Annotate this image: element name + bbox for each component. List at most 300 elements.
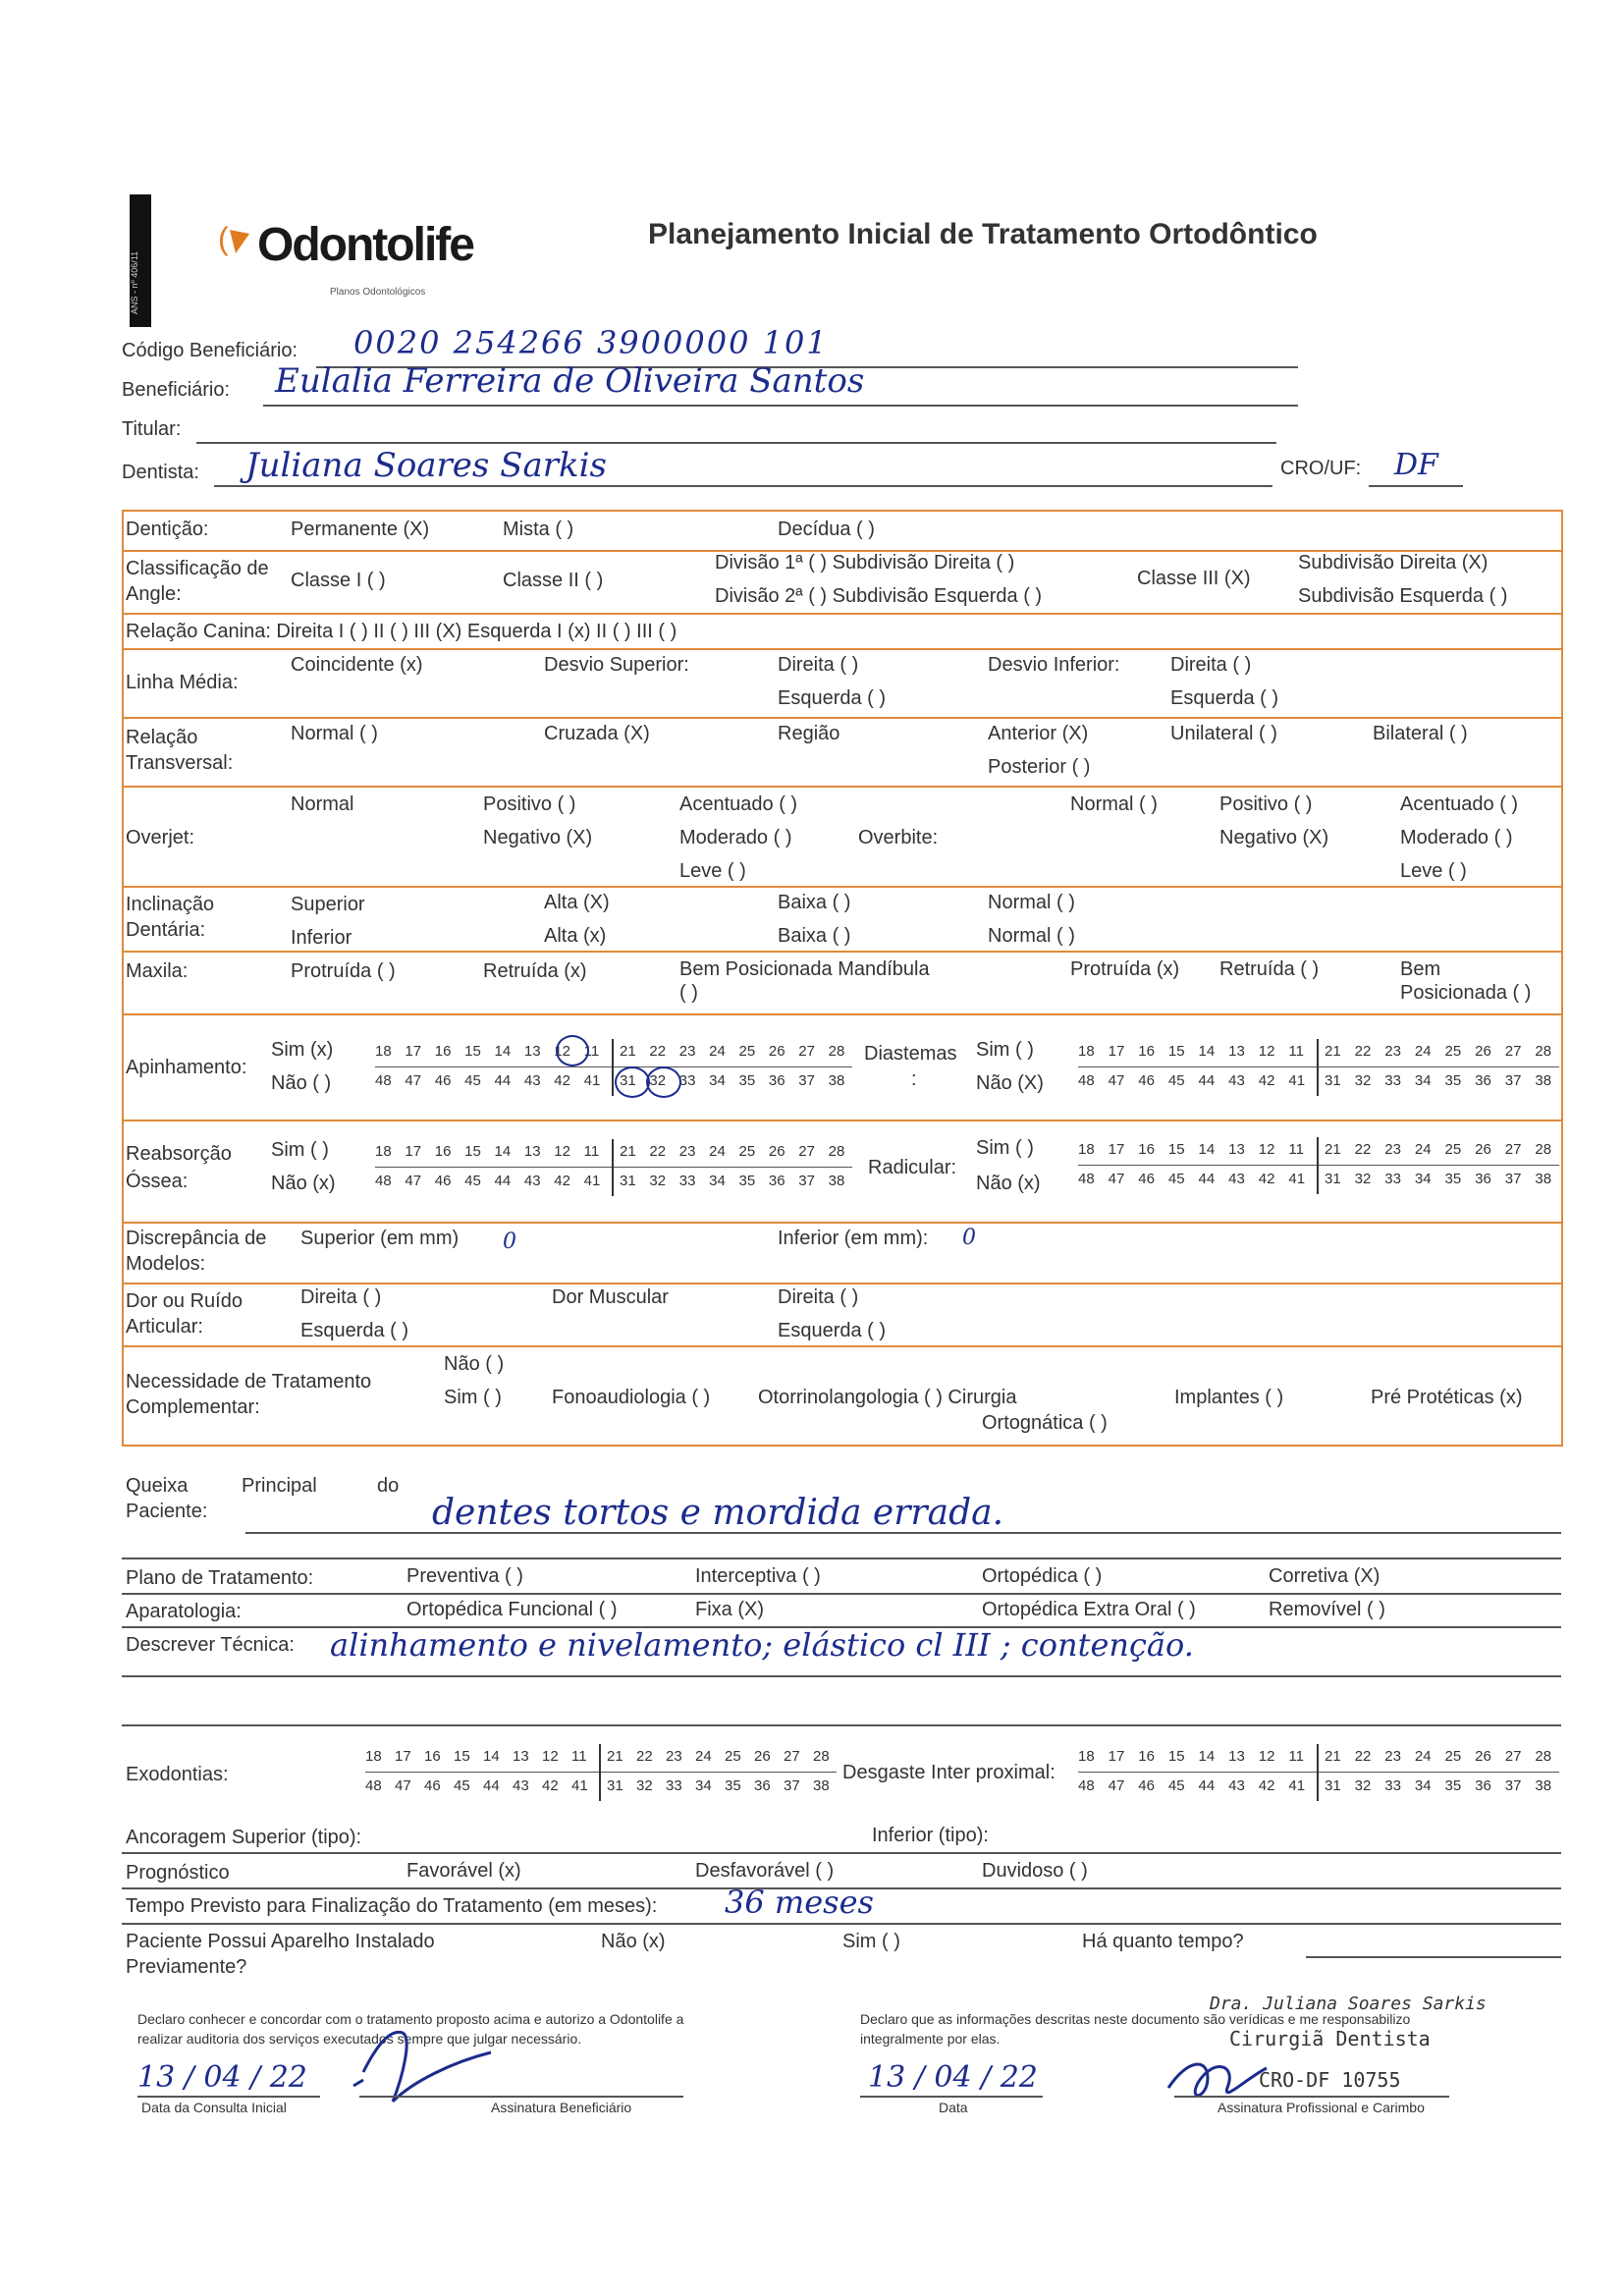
apinhamento-tooth-36[interactable]: 36 <box>768 1072 785 1089</box>
exodontias-tooth-22[interactable]: 22 <box>636 1748 653 1765</box>
exodontias-tooth-43[interactable]: 43 <box>513 1777 529 1794</box>
apinhamento-tooth-42[interactable]: 42 <box>554 1072 570 1089</box>
inc-sup-alta[interactable]: Alta (X) <box>544 892 610 913</box>
apinhamento-tooth-46[interactable]: 46 <box>434 1072 452 1089</box>
plano-preventiva[interactable]: Preventiva ( ) <box>406 1565 523 1587</box>
exodontias-tooth-41[interactable]: 41 <box>571 1777 588 1794</box>
ob-acentuado[interactable]: Acentuado ( ) <box>1400 793 1519 815</box>
lm-coincidente[interactable]: Coincidente (x) <box>291 654 423 676</box>
exodontias-tooth-12[interactable]: 12 <box>542 1748 559 1765</box>
desgaste-tooth-31[interactable]: 31 <box>1325 1777 1341 1794</box>
radicular-tooth-25[interactable]: 25 <box>1444 1141 1462 1158</box>
exodontias-tooth-33[interactable]: 33 <box>666 1777 682 1794</box>
radicular-tooth-21[interactable]: 21 <box>1325 1141 1341 1158</box>
aparatologia-label: Aparatologia: <box>126 1601 242 1622</box>
inc-inf-normal[interactable]: Normal ( ) <box>988 925 1075 947</box>
apinhamento-tooth-18[interactable]: 18 <box>375 1043 392 1060</box>
apinhamento-tooth-28[interactable]: 28 <box>828 1043 845 1060</box>
apinhamento-tooth-47[interactable]: 47 <box>405 1072 422 1089</box>
reabsorcao-tooth-33[interactable]: 33 <box>678 1173 696 1189</box>
date-left[interactable]: 13 / 04 / 22 <box>137 2060 307 2095</box>
reabsorcao-tooth-35[interactable]: 35 <box>738 1173 756 1189</box>
radicular-tooth-43[interactable]: 43 <box>1228 1171 1245 1187</box>
diastemas-tooth-21[interactable]: 21 <box>1325 1043 1341 1060</box>
apinhamento-tooth-38[interactable]: 38 <box>828 1072 845 1089</box>
lm-inf-esq[interactable]: Esquerda ( ) <box>1170 687 1279 709</box>
ob-leve[interactable]: Leve ( ) <box>1400 860 1467 882</box>
reabsorcao-tooth-31[interactable]: 31 <box>620 1173 636 1189</box>
radicular-tooth-37[interactable]: 37 <box>1504 1171 1522 1187</box>
radicular-sim[interactable]: Sim ( ) <box>976 1137 1034 1159</box>
denticao-decidua[interactable]: Decídua ( ) <box>778 519 875 540</box>
apinhamento-tooth-33[interactable]: 33 <box>678 1072 696 1089</box>
maxila-label: Maxila: <box>126 960 189 982</box>
exodontias-tooth-36[interactable]: 36 <box>754 1777 771 1794</box>
desgaste-tooth-25[interactable]: 25 <box>1444 1748 1462 1765</box>
diastemas-tooth-14[interactable]: 14 <box>1198 1043 1216 1060</box>
apinhamento-tooth-48[interactable]: 48 <box>375 1072 392 1089</box>
diastemas-tooth-11[interactable]: 11 <box>1288 1043 1304 1060</box>
diastemas-tooth-34[interactable]: 34 <box>1414 1072 1432 1089</box>
desgaste-tooth-13[interactable]: 13 <box>1228 1748 1245 1765</box>
diastemas-tooth-44[interactable]: 44 <box>1198 1072 1216 1089</box>
diastemas-nao[interactable]: Não (X) <box>976 1072 1044 1094</box>
tr-anterior[interactable]: Anterior (X) <box>988 723 1089 744</box>
ob-positivo[interactable]: Positivo ( ) <box>1219 793 1313 815</box>
apinhamento-tooth-41[interactable]: 41 <box>583 1072 601 1089</box>
reabsorcao-tooth-36[interactable]: 36 <box>768 1173 785 1189</box>
radicular-tooth-47[interactable]: 47 <box>1108 1171 1125 1187</box>
apinhamento-tooth-43[interactable]: 43 <box>523 1072 541 1089</box>
aparelho-sim[interactable]: Sim ( ) <box>842 1931 900 1952</box>
diastemas-tooth-45[interactable]: 45 <box>1167 1072 1185 1089</box>
radicular-tooth-31[interactable]: 31 <box>1325 1171 1341 1187</box>
desgaste-tooth-11[interactable]: 11 <box>1288 1748 1304 1765</box>
apinhamento-tooth-34[interactable]: 34 <box>709 1072 726 1089</box>
necessidade-nao[interactable]: Não ( ) <box>444 1353 505 1375</box>
radicular-nao[interactable]: Não (x) <box>976 1173 1041 1194</box>
angle-sub-esq[interactable]: Subdivisão Esquerda ( ) <box>1298 585 1508 607</box>
reabsorcao-tooth-34[interactable]: 34 <box>709 1173 726 1189</box>
apinhamento-tooth-37[interactable]: 37 <box>798 1072 815 1089</box>
radicular-tooth-13[interactable]: 13 <box>1228 1141 1245 1158</box>
desgaste-tooth-14[interactable]: 14 <box>1198 1748 1216 1765</box>
apinhamento-tooth-27[interactable]: 27 <box>798 1043 815 1060</box>
inclinacao-label-1: Inclinação <box>126 894 215 915</box>
reabsorcao-tooth-17[interactable]: 17 <box>405 1143 422 1160</box>
reabsorcao-tooth-11[interactable]: 11 <box>583 1143 600 1160</box>
diastemas-tooth-15[interactable]: 15 <box>1167 1043 1185 1060</box>
reabsorcao-tooth-25[interactable]: 25 <box>738 1143 756 1160</box>
inc-inferior: Inferior <box>291 927 352 949</box>
reabsorcao-tooth-37[interactable]: 37 <box>798 1173 815 1189</box>
radicular-tooth-36[interactable]: 36 <box>1475 1171 1491 1187</box>
exodontias-tooth-45[interactable]: 45 <box>454 1777 470 1794</box>
maxila-retruida[interactable]: Retruída (x) <box>483 960 587 982</box>
mand-bem-2[interactable]: Posicionada ( ) <box>1400 982 1532 1004</box>
beneficiario-value[interactable]: Eulalia Ferreira de Oliveira Santos <box>275 361 865 401</box>
plano-ortopedica[interactable]: Ortopédica ( ) <box>982 1565 1103 1587</box>
tr-posterior[interactable]: Posterior ( ) <box>988 756 1091 778</box>
radicular-tooth-35[interactable]: 35 <box>1444 1171 1462 1187</box>
exodontias-tooth-31[interactable]: 31 <box>607 1777 623 1794</box>
apinhamento-tooth-17[interactable]: 17 <box>405 1043 422 1060</box>
stamp-name: Dra. Juliana Soares Sarkis <box>1210 1994 1487 2014</box>
reabsorcao-tooth-28[interactable]: 28 <box>828 1143 845 1160</box>
radicular-tooth-45[interactable]: 45 <box>1167 1171 1185 1187</box>
oj-negativo[interactable]: Negativo (X) <box>483 827 593 848</box>
necessidade-fono[interactable]: Fonoaudiologia ( ) <box>552 1387 711 1408</box>
ob-moderado[interactable]: Moderado ( ) <box>1400 827 1513 848</box>
angle-label-1: Classificação de <box>126 558 269 579</box>
apinhamento-tooth-22[interactable]: 22 <box>649 1043 667 1060</box>
maxila-bem-mand: Bem Posicionada Mandíbula <box>679 958 930 980</box>
svg-text:(: ( <box>218 221 229 256</box>
desgaste-tooth-17[interactable]: 17 <box>1108 1748 1125 1765</box>
apinhamento-tooth-26[interactable]: 26 <box>768 1043 785 1060</box>
reabsorcao-tooth-13[interactable]: 13 <box>523 1143 541 1160</box>
radicular-tooth-46[interactable]: 46 <box>1138 1171 1155 1187</box>
plano-corretiva[interactable]: Corretiva (X) <box>1269 1565 1380 1587</box>
exodontias-tooth-17[interactable]: 17 <box>395 1748 411 1765</box>
tr-bilateral[interactable]: Bilateral ( ) <box>1373 723 1468 744</box>
inc-inf-baixa[interactable]: Baixa ( ) <box>778 925 851 947</box>
ob-negativo[interactable]: Negativo (X) <box>1219 827 1329 848</box>
diastemas-sim[interactable]: Sim ( ) <box>976 1039 1034 1061</box>
diastemas-tooth-22[interactable]: 22 <box>1354 1043 1372 1060</box>
angle-classe1[interactable]: Classe I ( ) <box>291 570 386 591</box>
necessidade-otorrino[interactable]: Otorrinolangologia ( ) Cirurgia <box>758 1387 1017 1408</box>
logo-mark-icon <box>216 220 255 259</box>
radicular-tooth-42[interactable]: 42 <box>1258 1171 1275 1187</box>
exodontias-tooth-chart-vline <box>599 1744 601 1801</box>
radicular-tooth-16[interactable]: 16 <box>1138 1141 1155 1158</box>
exodontias-tooth-15[interactable]: 15 <box>454 1748 470 1765</box>
diastemas-tooth-17[interactable]: 17 <box>1108 1043 1125 1060</box>
reabsorcao-tooth-46[interactable]: 46 <box>434 1173 452 1189</box>
necessidade-implantes[interactable]: Implantes ( ) <box>1174 1387 1284 1408</box>
radicular-tooth-11[interactable]: 11 <box>1288 1141 1304 1158</box>
diastemas-tooth-36[interactable]: 36 <box>1475 1072 1491 1089</box>
apinhamento-tooth-14[interactable]: 14 <box>494 1043 512 1060</box>
radicular-tooth-23[interactable]: 23 <box>1384 1141 1401 1158</box>
dor-label-1: Dor ou Ruído <box>126 1290 243 1312</box>
mand-protruida[interactable]: Protruída (x) <box>1070 958 1180 980</box>
diastemas-tooth-35[interactable]: 35 <box>1444 1072 1462 1089</box>
dor-m-direita[interactable]: Direita ( ) <box>778 1286 859 1308</box>
apinhamento-tooth-35[interactable]: 35 <box>738 1072 756 1089</box>
desgaste-tooth-23[interactable]: 23 <box>1384 1748 1401 1765</box>
diastemas-tooth-33[interactable]: 33 <box>1384 1072 1401 1089</box>
radicular-tooth-34[interactable]: 34 <box>1414 1171 1432 1187</box>
discrepancia-inf-value[interactable]: 0 <box>962 1226 976 1250</box>
radicular-tooth-17[interactable]: 17 <box>1108 1141 1125 1158</box>
reabsorcao-tooth-15[interactable]: 15 <box>464 1143 481 1160</box>
apinhamento-tooth-32[interactable]: 32 <box>649 1072 667 1089</box>
apinhamento-nao[interactable]: Não ( ) <box>271 1072 332 1094</box>
apinhamento-tooth-23[interactable]: 23 <box>678 1043 696 1060</box>
diastemas-tooth-27[interactable]: 27 <box>1504 1043 1522 1060</box>
lm-sup-esq[interactable]: Esquerda ( ) <box>778 687 887 709</box>
inc-inf-alta[interactable]: Alta (x) <box>544 925 607 947</box>
apinhamento-tooth-25[interactable]: 25 <box>738 1043 756 1060</box>
exodontias-tooth-18[interactable]: 18 <box>365 1748 382 1765</box>
maxila-protruida[interactable]: Protruída ( ) <box>291 960 396 982</box>
prog-desfavoravel[interactable]: Desfavorável ( ) <box>695 1860 835 1882</box>
lm-inf-dir[interactable]: Direita ( ) <box>1170 654 1252 676</box>
desgaste-tooth-33[interactable]: 33 <box>1384 1777 1401 1794</box>
desgaste-tooth-18[interactable]: 18 <box>1078 1748 1095 1765</box>
diastemas-tooth-24[interactable]: 24 <box>1414 1043 1432 1060</box>
radicular-tooth-22[interactable]: 22 <box>1354 1141 1372 1158</box>
radicular-tooth-24[interactable]: 24 <box>1414 1141 1432 1158</box>
decl-left-2: realizar auditoria dos serviços executados sempre que julgar necessário. <box>137 2031 582 2047</box>
lm-sup-dir[interactable]: Direita ( ) <box>778 654 859 676</box>
aparelho-nao[interactable]: Não (x) <box>601 1931 666 1952</box>
reabsorcao-tooth-38[interactable]: 38 <box>828 1173 845 1189</box>
radicular-tooth-15[interactable]: 15 <box>1167 1141 1185 1158</box>
exodontias-tooth-14[interactable]: 14 <box>483 1748 500 1765</box>
diastemas-tooth-23[interactable]: 23 <box>1384 1043 1401 1060</box>
apinhamento-tooth-13[interactable]: 13 <box>523 1043 541 1060</box>
radicular-tooth-41[interactable]: 41 <box>1288 1171 1306 1187</box>
reabsorcao-tooth-26[interactable]: 26 <box>768 1143 785 1160</box>
necessidade-sim[interactable]: Sim ( ) <box>444 1387 502 1408</box>
desgaste-tooth-44[interactable]: 44 <box>1198 1777 1216 1794</box>
desgaste-tooth-28[interactable]: 28 <box>1535 1748 1552 1765</box>
radicular-tooth-33[interactable]: 33 <box>1384 1171 1401 1187</box>
desgaste-tooth-38[interactable]: 38 <box>1535 1777 1552 1794</box>
tecnica-value[interactable]: alinhamento e nivelamento; elástico cl III ; contenção. <box>330 1626 1194 1664</box>
desgaste-tooth-45[interactable]: 45 <box>1167 1777 1185 1794</box>
diastemas-tooth-18[interactable]: 18 <box>1078 1043 1095 1060</box>
codigo-value[interactable]: 0020 254266 3900000 101 <box>353 324 829 361</box>
radicular-tooth-44[interactable]: 44 <box>1198 1171 1216 1187</box>
angle-classe2[interactable]: Classe II ( ) <box>503 570 604 591</box>
desgaste-label: Desgaste Inter proximal: <box>842 1762 1056 1783</box>
apinhamento-tooth-31[interactable]: 31 <box>620 1072 636 1089</box>
ap-extra[interactable]: Ortopédica Extra Oral ( ) <box>982 1599 1196 1620</box>
desgaste-tooth-26[interactable]: 26 <box>1475 1748 1491 1765</box>
reabsorcao-tooth-27[interactable]: 27 <box>798 1143 815 1160</box>
dentista-value[interactable]: Juliana Soares Sarkis <box>245 446 607 485</box>
desgaste-tooth-43[interactable]: 43 <box>1228 1777 1245 1794</box>
reabsorcao-tooth-45[interactable]: 45 <box>464 1173 481 1189</box>
reabsorcao-nao[interactable]: Não (x) <box>271 1173 336 1194</box>
denticao-permanente[interactable]: Permanente (X) <box>291 519 430 540</box>
exodontias-tooth-37[interactable]: 37 <box>784 1777 800 1794</box>
queixa-value[interactable]: dentes tortos e mordida errada. <box>432 1493 1004 1533</box>
reabsorcao-tooth-16[interactable]: 16 <box>434 1143 452 1160</box>
exodontias-tooth-27[interactable]: 27 <box>784 1748 800 1765</box>
dor-m-esquerda[interactable]: Esquerda ( ) <box>778 1320 887 1341</box>
radicular-tooth-32[interactable]: 32 <box>1354 1171 1372 1187</box>
apinhamento-sim[interactable]: Sim (x) <box>271 1039 334 1061</box>
desgaste-tooth-41[interactable]: 41 <box>1288 1777 1306 1794</box>
diastemas-tooth-31[interactable]: 31 <box>1325 1072 1341 1089</box>
diastemas-tooth-13[interactable]: 13 <box>1228 1043 1245 1060</box>
reabsorcao-sim[interactable]: Sim ( ) <box>271 1139 329 1161</box>
reabsorcao-tooth-12[interactable]: 12 <box>554 1143 570 1160</box>
desgaste-tooth-36[interactable]: 36 <box>1475 1777 1491 1794</box>
mand-bem-1: Bem <box>1400 958 1441 980</box>
desgaste-tooth-24[interactable]: 24 <box>1414 1748 1432 1765</box>
diastemas-tooth-37[interactable]: 37 <box>1504 1072 1522 1089</box>
exodontias-tooth-23[interactable]: 23 <box>666 1748 682 1765</box>
tempo-value[interactable]: 36 meses <box>725 1884 874 1921</box>
angle-sub-dir[interactable]: Subdivisão Direita (X) <box>1298 552 1489 574</box>
radicular-tooth-18[interactable]: 18 <box>1078 1141 1095 1158</box>
radicular-tooth-28[interactable]: 28 <box>1535 1141 1552 1158</box>
ap-funcional[interactable]: Ortopédica Funcional ( ) <box>406 1599 618 1620</box>
angle-div1[interactable]: Divisão 1ª ( ) Subdivisão Direita ( ) <box>715 552 1015 574</box>
diastemas-tooth-42[interactable]: 42 <box>1258 1072 1275 1089</box>
date-right[interactable]: 13 / 04 / 22 <box>868 2060 1038 2095</box>
apinhamento-tooth-16[interactable]: 16 <box>434 1043 452 1060</box>
ob-normal[interactable]: Normal ( ) <box>1070 793 1158 815</box>
prog-favoravel[interactable]: Favorável (x) <box>406 1860 521 1882</box>
reabsorcao-tooth-47[interactable]: 47 <box>405 1173 422 1189</box>
exodontias-tooth-13[interactable]: 13 <box>513 1748 529 1765</box>
desgaste-tooth-47[interactable]: 47 <box>1108 1777 1125 1794</box>
desgaste-tooth-16[interactable]: 16 <box>1138 1748 1155 1765</box>
dor-direita[interactable]: Direita ( ) <box>300 1286 382 1308</box>
reabsorcao-tooth-24[interactable]: 24 <box>709 1143 726 1160</box>
exodontias-tooth-34[interactable]: 34 <box>695 1777 712 1794</box>
desgaste-tooth-48[interactable]: 48 <box>1078 1777 1095 1794</box>
apinhamento-tooth-11[interactable]: 11 <box>583 1043 600 1060</box>
exodontias-tooth-21[interactable]: 21 <box>607 1748 623 1765</box>
oj-moderado[interactable]: Moderado ( ) <box>679 827 792 848</box>
diastemas-tooth-32[interactable]: 32 <box>1354 1072 1372 1089</box>
radicular-tooth-12[interactable]: 12 <box>1258 1141 1275 1158</box>
reabsorcao-tooth-32[interactable]: 32 <box>649 1173 667 1189</box>
diastemas-tooth-38[interactable]: 38 <box>1535 1072 1552 1089</box>
desgaste-tooth-32[interactable]: 32 <box>1354 1777 1372 1794</box>
angle-classe3[interactable]: Classe III (X) <box>1137 568 1251 589</box>
desgaste-tooth-27[interactable]: 27 <box>1504 1748 1522 1765</box>
exodontias-tooth-44[interactable]: 44 <box>483 1777 500 1794</box>
reabsorcao-tooth-42[interactable]: 42 <box>554 1173 570 1189</box>
diastemas-tooth-28[interactable]: 28 <box>1535 1043 1552 1060</box>
desgaste-tooth-42[interactable]: 42 <box>1258 1777 1275 1794</box>
discrepancia-sup-value[interactable]: 0 <box>503 1229 516 1254</box>
cro-value[interactable]: DF <box>1394 448 1438 482</box>
exodontias-tooth-47[interactable]: 47 <box>395 1777 411 1794</box>
desgaste-tooth-37[interactable]: 37 <box>1504 1777 1522 1794</box>
desgaste-tooth-12[interactable]: 12 <box>1258 1748 1275 1765</box>
oj-leve[interactable]: Leve ( ) <box>679 860 746 882</box>
diastemas-tooth-16[interactable]: 16 <box>1138 1043 1155 1060</box>
maxila-bem-check[interactable]: ( ) <box>679 982 698 1004</box>
desgaste-tooth-15[interactable]: 15 <box>1167 1748 1185 1765</box>
apinhamento-tooth-45[interactable]: 45 <box>464 1072 481 1089</box>
reabsorcao-tooth-18[interactable]: 18 <box>375 1143 392 1160</box>
exodontias-tooth-48[interactable]: 48 <box>365 1777 382 1794</box>
reabsorcao-tooth-48[interactable]: 48 <box>375 1173 392 1189</box>
apinhamento-tooth-44[interactable]: 44 <box>494 1072 512 1089</box>
inc-sup-normal[interactable]: Normal ( ) <box>988 892 1075 913</box>
desgaste-tooth-46[interactable]: 46 <box>1138 1777 1155 1794</box>
radicular-tooth-27[interactable]: 27 <box>1504 1141 1522 1158</box>
denticao-mista[interactable]: Mista ( ) <box>503 519 574 540</box>
desgaste-tooth-chart-vline <box>1317 1744 1319 1801</box>
exodontias-tooth-46[interactable]: 46 <box>424 1777 441 1794</box>
tr-unilateral[interactable]: Unilateral ( ) <box>1170 723 1277 744</box>
reabsorcao-label-1: Reabsorção <box>126 1143 232 1165</box>
oj-acentuado[interactable]: Acentuado ( ) <box>679 793 798 815</box>
apinhamento-tooth-15[interactable]: 15 <box>464 1043 481 1060</box>
diastemas-tooth-12[interactable]: 12 <box>1258 1043 1275 1060</box>
desgaste-tooth-35[interactable]: 35 <box>1444 1777 1462 1794</box>
apinhamento-tooth-24[interactable]: 24 <box>709 1043 726 1060</box>
reabsorcao-tooth-14[interactable]: 14 <box>494 1143 512 1160</box>
desgaste-tooth-21[interactable]: 21 <box>1325 1748 1341 1765</box>
exodontias-tooth-24[interactable]: 24 <box>695 1748 712 1765</box>
mand-retruida[interactable]: Retruída ( ) <box>1219 958 1320 980</box>
diastemas-tooth-41[interactable]: 41 <box>1288 1072 1306 1089</box>
reabsorcao-tooth-23[interactable]: 23 <box>678 1143 696 1160</box>
relacao-canina[interactable]: Relação Canina: Direita I ( ) II ( ) III (X) Esquerda I (x) II ( ) III ( ) <box>126 621 677 642</box>
angle-div2[interactable]: Divisão 2ª ( ) Subdivisão Esquerda ( ) <box>715 585 1043 607</box>
diastemas-tooth-43[interactable]: 43 <box>1228 1072 1245 1089</box>
ancoragem-superior: Ancoragem Superior (tipo): <box>126 1827 362 1848</box>
exodontias-tooth-35[interactable]: 35 <box>725 1777 741 1794</box>
oj-normal[interactable]: Normal <box>291 793 354 815</box>
dor-esquerda[interactable]: Esquerda ( ) <box>300 1320 409 1341</box>
reabsorcao-tooth-21[interactable]: 21 <box>620 1143 636 1160</box>
tr-normal[interactable]: Normal ( ) <box>291 723 378 744</box>
diastemas-tooth-48[interactable]: 48 <box>1078 1072 1095 1089</box>
tr-cruzada[interactable]: Cruzada (X) <box>544 723 650 744</box>
inc-sup-baixa[interactable]: Baixa ( ) <box>778 892 851 913</box>
apinhamento-tooth-21[interactable]: 21 <box>620 1043 636 1060</box>
exodontias-tooth-32[interactable]: 32 <box>636 1777 653 1794</box>
necessidade-proteticas[interactable]: Pré Protéticas (x) <box>1371 1387 1523 1408</box>
diastemas-tooth-26[interactable]: 26 <box>1475 1043 1491 1060</box>
exodontias-tooth-25[interactable]: 25 <box>725 1748 741 1765</box>
prog-duvidoso[interactable]: Duvidoso ( ) <box>982 1860 1088 1882</box>
ap-fixa[interactable]: Fixa (X) <box>695 1599 764 1620</box>
diastemas-tooth-46[interactable]: 46 <box>1138 1072 1155 1089</box>
exodontias-tooth-26[interactable]: 26 <box>754 1748 771 1765</box>
plano-interceptiva[interactable]: Interceptiva ( ) <box>695 1565 821 1587</box>
reabsorcao-tooth-44[interactable]: 44 <box>494 1173 512 1189</box>
angle-label-2: Angle: <box>126 583 182 605</box>
exodontias-tooth-28[interactable]: 28 <box>813 1748 830 1765</box>
radicular-tooth-48[interactable]: 48 <box>1078 1171 1095 1187</box>
tecnica-label: Descrever Técnica: <box>126 1634 295 1656</box>
reabsorcao-tooth-43[interactable]: 43 <box>523 1173 541 1189</box>
diastemas-tooth-47[interactable]: 47 <box>1108 1072 1125 1089</box>
radicular-tooth-38[interactable]: 38 <box>1535 1171 1552 1187</box>
desgaste-tooth-34[interactable]: 34 <box>1414 1777 1432 1794</box>
desgaste-tooth-22[interactable]: 22 <box>1354 1748 1372 1765</box>
apinhamento-tooth-12[interactable]: 12 <box>554 1043 570 1060</box>
necessidade-ortognatica[interactable]: Ortognática ( ) <box>982 1412 1108 1434</box>
oj-positivo[interactable]: Positivo ( ) <box>483 793 576 815</box>
exodontias-tooth-38[interactable]: 38 <box>813 1777 830 1794</box>
radicular-tooth-26[interactable]: 26 <box>1475 1141 1491 1158</box>
exodontias-tooth-16[interactable]: 16 <box>424 1748 441 1765</box>
ap-removivel[interactable]: Removível ( ) <box>1269 1599 1385 1620</box>
reabsorcao-tooth-41[interactable]: 41 <box>583 1173 601 1189</box>
exodontias-tooth-42[interactable]: 42 <box>542 1777 559 1794</box>
exodontias-tooth-11[interactable]: 11 <box>571 1748 587 1765</box>
reabsorcao-tooth-22[interactable]: 22 <box>649 1143 667 1160</box>
radicular-tooth-14[interactable]: 14 <box>1198 1141 1216 1158</box>
diastemas-tooth-25[interactable]: 25 <box>1444 1043 1462 1060</box>
